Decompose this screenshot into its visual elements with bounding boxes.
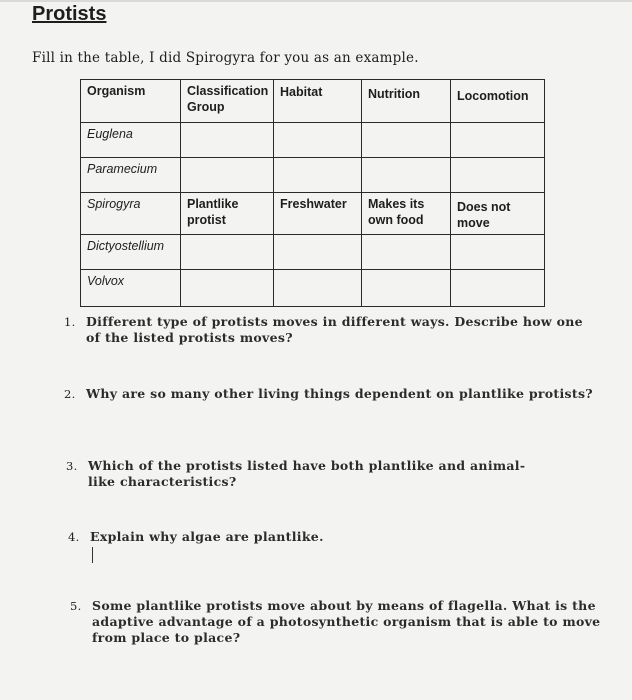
table-row [81, 193, 545, 235]
classification-cell[interactable] [181, 270, 274, 307]
table-row [81, 158, 545, 193]
header-organism: Organism [81, 80, 181, 123]
nutrition-cell[interactable] [362, 158, 451, 193]
question-text: Explain why algae are plantlike. [90, 529, 324, 544]
question-number: 2. [64, 387, 76, 401]
table-row [81, 235, 545, 270]
header-locomotion: Locomotion [451, 80, 545, 123]
question-number: 3. [66, 459, 78, 473]
protist-table [80, 79, 545, 307]
organism-cell: Volvox [81, 270, 181, 307]
instruction-text: Fill in the table, I did Spirogyra for you as an example. [32, 50, 419, 66]
nutrition-cell[interactable] [362, 123, 451, 158]
question-text: Some plantlike protists move about by means of flagella. What is the adaptive advantage of a photosynthetic organism that is able to move from place to place? [92, 598, 601, 645]
classification-cell: Plantlike protist [181, 193, 274, 235]
locomotion-cell[interactable] [451, 235, 545, 270]
habitat-cell[interactable] [274, 270, 362, 307]
classification-cell[interactable] [181, 123, 274, 158]
nutrition-cell: Makes its own food [362, 193, 451, 235]
header-classification: Classification Group [181, 80, 274, 123]
locomotion-cell: Does not move [451, 193, 545, 235]
organism-cell: Spirogyra [81, 193, 181, 235]
question-number: 1. [64, 315, 76, 329]
locomotion-cell[interactable] [451, 123, 545, 158]
table-header-row [81, 80, 545, 123]
question-number: 4. [68, 530, 80, 544]
locomotion-cell[interactable] [451, 270, 545, 307]
nutrition-cell[interactable] [362, 235, 451, 270]
header-nutrition: Nutrition [362, 80, 451, 123]
organism-cell: Dictyostellium [81, 235, 181, 270]
habitat-cell[interactable] [274, 158, 362, 193]
organism-cell: Paramecium [81, 158, 181, 193]
question-text: Why are so many other living things dependent on plantlike protists? [86, 386, 593, 401]
page-title: Protists [32, 3, 107, 25]
habitat-cell[interactable] [274, 123, 362, 158]
table-row [81, 270, 545, 307]
organism-cell: Euglena [81, 123, 181, 158]
top-divider [0, 0, 632, 2]
question-number: 5. [70, 599, 82, 613]
nutrition-cell[interactable] [362, 270, 451, 307]
table-row [81, 123, 545, 158]
question-text: Different type of protists moves in different ways. Describe how one of the listed protists moves? [86, 314, 583, 345]
locomotion-cell[interactable] [451, 158, 545, 193]
classification-cell[interactable] [181, 158, 274, 193]
header-habitat: Habitat [274, 80, 362, 123]
text-cursor [92, 547, 93, 563]
question-text: Which of the protists listed have both plantlike and animal-like characteristics? [88, 458, 526, 489]
habitat-cell: Freshwater [274, 193, 362, 235]
habitat-cell[interactable] [274, 235, 362, 270]
classification-cell[interactable] [181, 235, 274, 270]
